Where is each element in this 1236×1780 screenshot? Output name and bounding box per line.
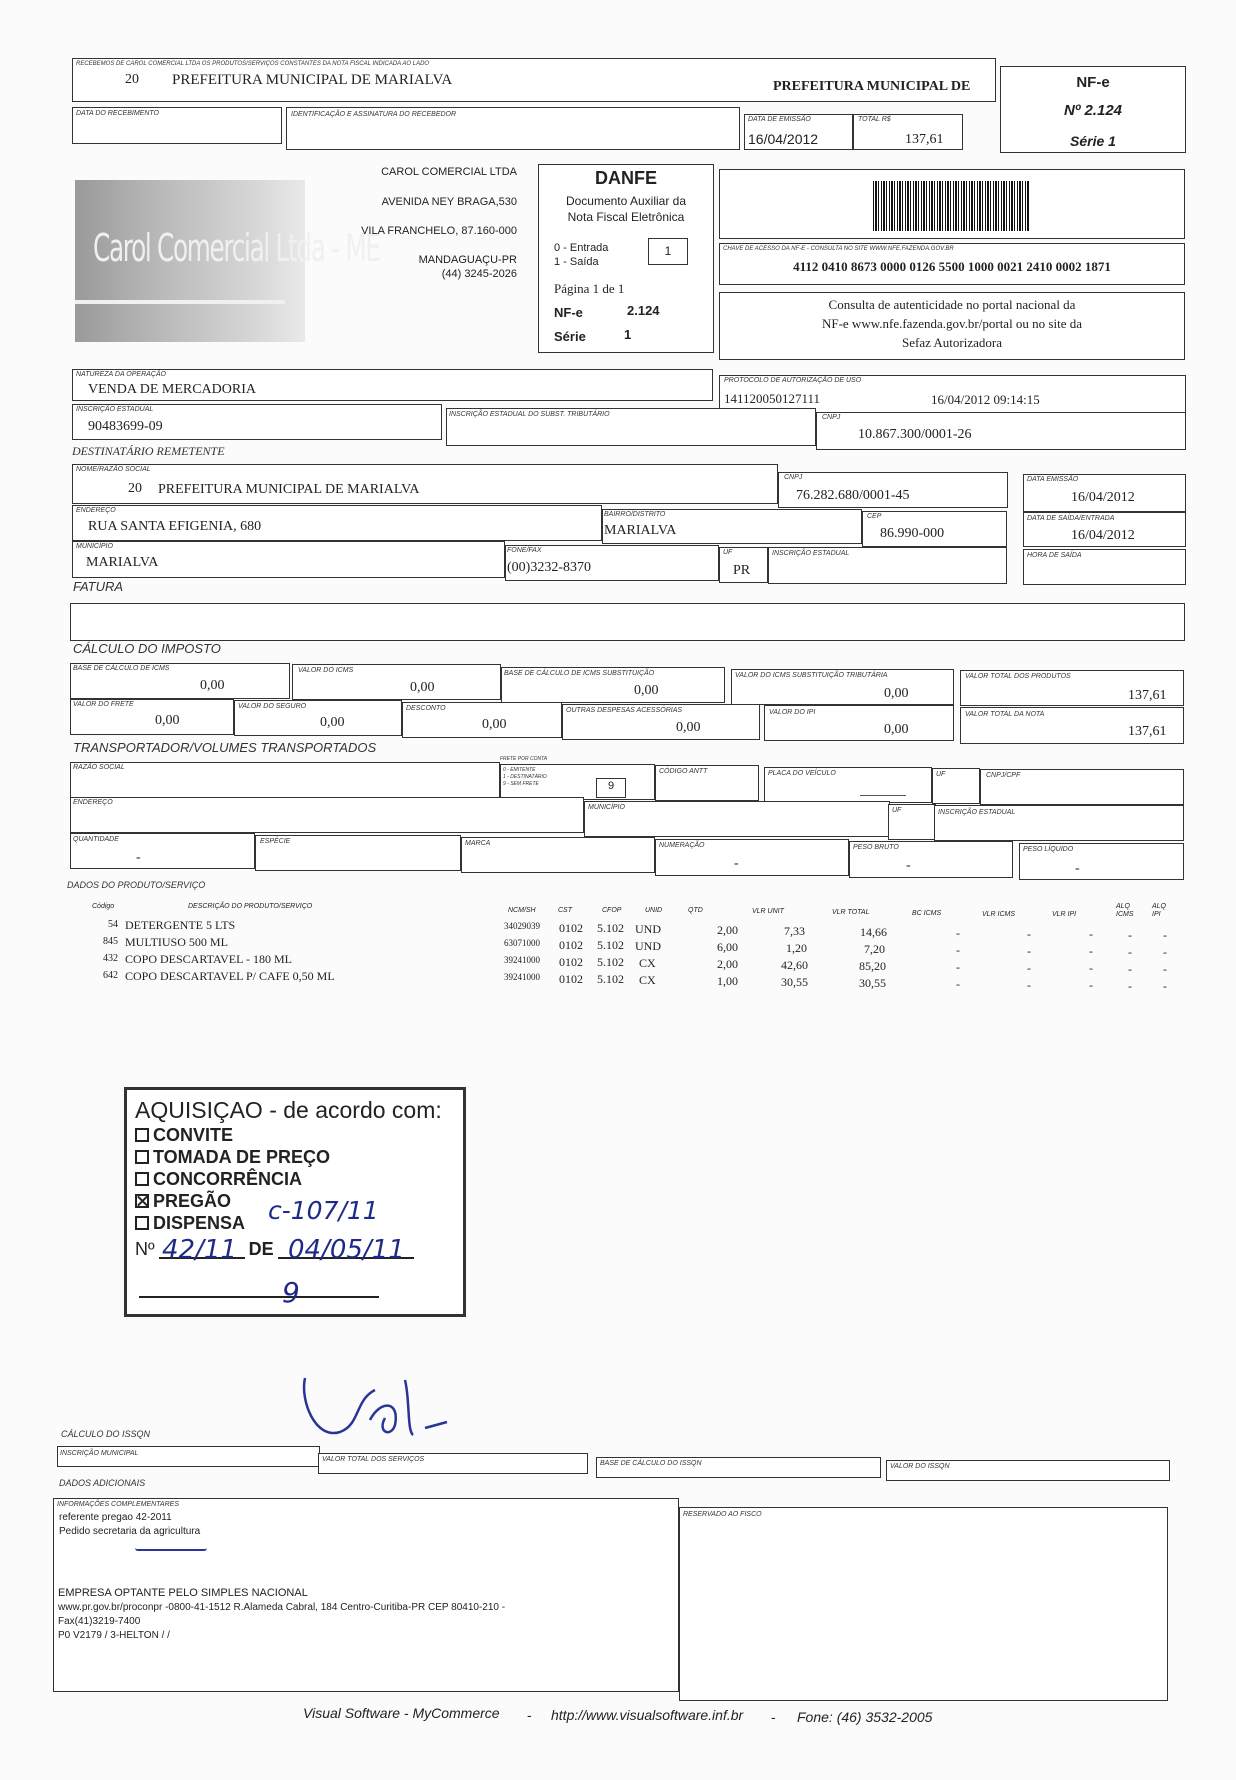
row-bc: - <box>956 943 960 957</box>
emitter-name: CAROL COMERCIAL LTDA <box>381 166 517 178</box>
row-cfop: 5.102 <box>597 972 624 986</box>
row-qtd: 1,00 <box>717 974 738 988</box>
protocolo: 141120050127111 <box>724 391 821 406</box>
footer-software: Visual Software - MyCommerce <box>303 1705 500 1721</box>
data-recebimento-label: DATA DO RECEBIMENTO <box>76 110 159 117</box>
outras-label: OUTRAS DESPESAS ACESSÓRIAS <box>566 707 683 714</box>
dest-municipio-label: MUNICÍPIO <box>76 543 113 550</box>
transp-municipio-box <box>584 801 890 837</box>
col-ncm: NCM/SH <box>508 907 536 914</box>
danfe-subtitle-1: Documento Auxiliar da <box>565 194 687 208</box>
row-alq-ipi: - <box>1163 962 1167 976</box>
col-qtd: QTD <box>688 907 703 914</box>
transport-section: TRANSPORTADOR/VOLUMES TRANSPORTADOS <box>73 740 377 755</box>
ie: 90483699-09 <box>88 419 163 434</box>
ie-st-label: INSCRIÇÃO ESTADUAL DO SUBST. TRIBUTÁRIO <box>449 411 610 418</box>
transp-endereco-box <box>70 797 584 833</box>
natureza-label: NATUREZA DA OPERAÇÃO <box>76 371 166 378</box>
dest-saida: 16/04/2012 <box>1071 528 1135 543</box>
dest-cep: 86.990-000 <box>880 526 945 541</box>
total-nota-label: VALOR TOTAL DA NOTA <box>965 711 1045 718</box>
transp-peso-bruto: - <box>906 858 911 873</box>
row-qtd: 2,00 <box>717 957 738 971</box>
dest-bairro: MARIALVA <box>604 523 677 538</box>
transp-marca-label: MARCA <box>465 840 491 847</box>
total-prod: 137,61 <box>1128 688 1167 703</box>
row-cfop: 5.102 <box>597 921 624 935</box>
row-desc: COPO DESCARTAVEL - 180 ML <box>125 952 292 966</box>
protocolo-label: PROTOCOLO DE AUTORIZAÇÃO DE USO <box>724 377 862 384</box>
col-bc-icms: BC ICMS <box>912 910 942 917</box>
footer-sep-1: - <box>527 1707 532 1723</box>
chave-label: CHAVE DE ACESSO DA NF-E - CONSULTA NO SITE WWW.NFE.FAZENDA.GOV.BR <box>723 246 954 252</box>
dest-emissao: 16/04/2012 <box>1071 490 1135 505</box>
transp-frete-opt-0: 0 - EMITENTE <box>503 767 536 773</box>
dest-cep-label: CEP <box>867 513 882 520</box>
dest-hora-label: HORA DE SAÍDA <box>1027 552 1082 559</box>
row-cod: 642 <box>103 970 118 981</box>
frete: 0,00 <box>155 713 180 728</box>
info-line-1: referente pregao 42-2011 <box>59 1512 172 1523</box>
fatura-box <box>70 603 1185 641</box>
row-desc: DETERGENTE 5 LTS <box>125 918 236 932</box>
row-desc: COPO DESCARTAVEL P/ CAFE 0,50 ML <box>125 969 335 983</box>
adicionais-section: DADOS ADICIONAIS <box>59 1478 146 1488</box>
bc-st: 0,00 <box>634 683 659 698</box>
desconto: 0,00 <box>482 717 507 732</box>
issqn-total-label: VALOR TOTAL DOS SERVIÇOS <box>322 1456 425 1463</box>
transp-peso-liquido: - <box>1075 861 1080 876</box>
icms-st-label: VALOR DO ICMS SUBSTITUIÇÃO TRIBUTÁRIA <box>735 672 888 679</box>
protocolo-data: 16/04/2012 09:14:15 <box>931 392 1040 407</box>
row-unit: 42,60 <box>781 958 808 972</box>
dest-ie-label: INSCRIÇÃO ESTADUAL <box>772 550 850 557</box>
danfe-pagina: Página 1 de 1 <box>554 281 625 296</box>
fisco-box <box>679 1507 1168 1701</box>
stamp-option-label: PREGÃO <box>153 1191 232 1211</box>
checkbox-concorrencia[interactable] <box>135 1172 149 1186</box>
checkbox-convite[interactable] <box>135 1128 149 1142</box>
destinatario-section: DESTINATÁRIO REMETENTE <box>72 444 225 458</box>
row-vipi: - <box>1089 978 1093 992</box>
stamp-option-label: CONCORRÊNCIA <box>153 1169 303 1189</box>
transp-frete-opt-1: 1 - DESTINATÁRIO <box>503 774 547 780</box>
dest-municipio: MARIALVA <box>86 555 159 570</box>
row-total: 7,20 <box>864 942 885 956</box>
row-ncm: 39241000 <box>504 972 540 982</box>
danfe-saida: 1 - Saída <box>554 256 599 268</box>
dest-saida-label: DATA DE SAÍDA/ENTRADA <box>1027 515 1115 522</box>
transp-endereco-label: ENDEREÇO <box>73 799 113 806</box>
nfe-serie: Série 1 <box>1070 133 1116 149</box>
col-alq-ipi: ALQ IPI <box>1152 903 1167 918</box>
row-cfop: 5.102 <box>597 938 624 952</box>
row-un: UND <box>635 939 661 953</box>
company-logo-text: Carol Comercial Ltda - ME <box>93 226 380 270</box>
transp-qtd: - <box>136 850 141 865</box>
desconto-label: DESCONTO <box>406 705 446 712</box>
checkbox-pregao-checked[interactable] <box>135 1194 149 1208</box>
col-vlr-total: VLR TOTAL <box>832 909 870 916</box>
row-cod: 54 <box>108 919 118 930</box>
imposto-section: CÁLCULO DO IMPOSTO <box>73 641 221 656</box>
receipt-emissao-label: DATA DE EMISSÃO <box>748 116 811 123</box>
row-unit: 30,55 <box>781 975 808 989</box>
products-section: DADOS DO PRODUTO/SERVIÇO <box>67 880 206 890</box>
ipi-label: VALOR DO IPI <box>769 709 816 716</box>
row-unit: 7,33 <box>784 924 805 938</box>
stamp-option-tomada <box>135 1146 455 1168</box>
issqn-valor-label: VALOR DO ISSQN <box>890 1463 950 1470</box>
issqn-bc-label: BASE DE CÁLCULO DO ISSQN <box>600 1460 702 1467</box>
dest-endereco: RUA SANTA EFIGENIA, 680 <box>88 519 262 534</box>
hand-date: 04/05/11 <box>288 1235 405 1265</box>
row-cod: 845 <box>103 936 118 947</box>
footer-fone: Fone: (46) 3532-2005 <box>797 1709 933 1725</box>
receipt-name: PREFEITURA MUNICIPAL DE MARIALVA <box>172 72 453 88</box>
natureza: VENDA DE MERCADORIA <box>88 382 256 397</box>
danfe-serie-label: Série <box>554 329 586 344</box>
footer-url[interactable]: http://www.visualsoftware.inf.br <box>551 1707 744 1723</box>
stamp-option-concorrencia <box>135 1168 455 1190</box>
row-alq-icms: - <box>1128 979 1132 993</box>
row-unit: 1,20 <box>786 941 807 955</box>
row-un: CX <box>639 973 656 987</box>
row-ncm: 63071000 <box>504 938 540 948</box>
info-line-2: Pedido secretaria da agricultura <box>59 1526 201 1537</box>
transp-uf-label: UF <box>936 771 946 778</box>
row-total: 30,55 <box>859 976 886 990</box>
seguro-label: VALOR DO SEGURO <box>238 703 307 710</box>
checkbox-tomada[interactable] <box>135 1150 149 1164</box>
nfe-number: Nº 2.124 <box>1063 102 1122 119</box>
bc-icms: 0,00 <box>200 678 225 693</box>
identificacao-label: IDENTIFICAÇÃO E ASSINATURA DO RECEBEDOR <box>291 111 457 118</box>
ipi: 0,00 <box>884 722 909 737</box>
danfe-serie-num: 1 <box>624 327 632 342</box>
danfe-subtitle-2: Nota Fiscal Eletrônica <box>567 210 685 224</box>
hand-bottom-mark: 9 <box>282 1276 300 1309</box>
dest-code: 20 <box>128 481 142 496</box>
stamp-no-label: Nº <box>135 1239 155 1259</box>
info-line-5: Fax(41)3219-7400 <box>58 1616 141 1627</box>
row-cst: 0102 <box>559 955 583 969</box>
danfe-nfe-num: 2.124 <box>627 303 660 318</box>
transp-numeracao: - <box>734 856 739 871</box>
bc-st-label: BASE DE CÁLCULO DE ICMS SUBSTITUIÇÃO <box>504 670 655 677</box>
bc-icms-label: BASE DE CÁLCULO DE ICMS <box>73 665 170 672</box>
col-alq-icms: ALQ ICMS <box>1116 903 1134 918</box>
info-line-4: www.pr.gov.br/proconpr -0800-41-1512 R.Alameda Cabral, 184 Centro-Curitiba-PR CEP 80410-210 - <box>58 1602 506 1613</box>
row-cod: 432 <box>103 953 118 964</box>
checkbox-dispensa[interactable] <box>135 1216 149 1230</box>
row-cst: 0102 <box>559 938 583 952</box>
transp-razao-box <box>70 762 500 798</box>
stamp-title: AQUISIÇAO - de acordo com: <box>135 1097 442 1123</box>
row-alq-ipi: - <box>1163 945 1167 959</box>
receipt-code: 20 <box>125 72 139 87</box>
row-vicms: - <box>1027 978 1031 992</box>
emitter-district: VILA FRANCHELO, 87.160-000 <box>361 225 517 237</box>
row-vicms: - <box>1027 944 1031 958</box>
dest-nome: PREFEITURA MUNICIPAL DE MARIALVA <box>158 482 420 497</box>
row-qtd: 6,00 <box>717 940 738 954</box>
transp-uf2-label: UF <box>892 807 902 814</box>
signature <box>295 1370 465 1445</box>
receipt-right-name: PREFEITURA MUNICIPAL DE <box>773 79 971 94</box>
total-prod-label: VALOR TOTAL DOS PRODUTOS <box>965 673 1071 680</box>
row-alq-icms: - <box>1128 928 1132 942</box>
row-cfop: 5.102 <box>597 955 624 969</box>
transp-placa-label: PLACA DO VEÍCULO <box>768 770 836 777</box>
receipt-label: RECEBEMOS DE CAROL COMERCIAL LTDA OS PRODUTOS/SERVIÇOS CONSTANTES DA NOTA FISCAL INDICADA AO LADO <box>76 61 430 67</box>
receipt-emissao: 16/04/2012 <box>748 131 819 147</box>
transp-cnpj-label: CNPJ/CPF <box>986 772 1021 779</box>
col-unid: UNID <box>645 907 663 914</box>
transp-peso-bruto-label: PESO BRUTO <box>853 844 899 851</box>
row-total: 14,66 <box>860 925 887 939</box>
hand-number: 42/11 <box>162 1235 237 1265</box>
dest-fone: (00)3232-8370 <box>507 560 591 575</box>
emitter-address: AVENIDA NEY BRAGA,530 <box>381 196 517 208</box>
frete-label: VALOR DO FRETE <box>73 701 134 708</box>
row-un: UND <box>635 922 661 936</box>
consulta-2: NF-e www.nfe.fazenda.gov.br/portal ou no site da <box>821 316 1083 331</box>
stamp-option-label: TOMADA DE PREÇO <box>153 1147 331 1167</box>
transp-frete-label: FRETE POR CONTA <box>500 756 548 762</box>
row-alq-icms: - <box>1128 945 1132 959</box>
transp-especie-label: ESPÉCIE <box>260 838 291 845</box>
hand-pregao-number: c-107/11 <box>268 1196 379 1225</box>
emitter-cnpj: 10.867.300/0001-26 <box>858 427 972 442</box>
fisco-label: RESERVADO AO FISCO <box>683 1511 762 1518</box>
row-alq-ipi: - <box>1163 979 1167 993</box>
dest-cnpj: 76.282.680/0001-45 <box>796 488 910 503</box>
row-ncm: 39241000 <box>504 955 540 965</box>
dest-fone-label: FONE/FAX <box>507 547 542 554</box>
row-bc: - <box>956 977 960 991</box>
icms-st: 0,00 <box>884 686 909 701</box>
transp-antt-label: CÓDIGO ANTT <box>659 768 708 775</box>
row-vicms: - <box>1027 927 1031 941</box>
consulta-3: Sefaz Autorizadora <box>902 335 1002 350</box>
danfe-nfe-label: NF-e <box>554 305 583 320</box>
barcode <box>873 181 1030 231</box>
icms-label: VALOR DO ICMS <box>298 667 354 674</box>
emitter-cnpj-label: CNPJ <box>822 414 841 421</box>
receipt-total: 137,61 <box>905 132 944 147</box>
dest-bairro-label: BAIRRO/DISTRITO <box>604 511 666 518</box>
row-cst: 0102 <box>559 972 583 986</box>
fatura-section: FATURA <box>73 579 124 594</box>
row-un: CX <box>639 956 656 970</box>
ie-label: INSCRIÇÃO ESTADUAL <box>76 406 154 413</box>
transp-frete-value: 9 <box>607 780 615 792</box>
col-vlr-unit: VLR UNIT <box>752 908 784 915</box>
chave: 4112 0410 8673 0000 0126 5500 1000 0021 2410 0002 1871 <box>793 259 1111 274</box>
col-vlr-icms: VLR ICMS <box>982 911 1016 918</box>
emitter-city: MANDAGUAÇU-PR <box>418 254 517 266</box>
transp-peso-liquido-label: PESO LÍQUIDO <box>1023 846 1074 853</box>
row-total: 85,20 <box>859 959 886 973</box>
transp-qtd-label: QUANTIDADE <box>73 836 119 843</box>
row-ncm: 34029039 <box>504 921 540 931</box>
transp-frete-opt-2: 9 - SEM FRETE <box>503 781 539 787</box>
row-bc: - <box>956 926 960 940</box>
row-bc: - <box>956 960 960 974</box>
col-vlr-ipi: VLR IPI <box>1052 911 1077 918</box>
seguro: 0,00 <box>320 715 345 730</box>
danfe-tipo: 1 <box>664 244 672 258</box>
consulta-1: Consulta de autenticidade no portal nacional da <box>828 297 1076 312</box>
row-alq-ipi: - <box>1163 928 1167 942</box>
emitter-phone: (44) 3245-2026 <box>441 268 517 280</box>
transp-municipio-label: MUNICÍPIO <box>588 804 625 811</box>
stamp-option-label: DISPENSA <box>153 1213 246 1233</box>
dest-nome-label: NOME/RAZÃO SOCIAL <box>76 466 151 473</box>
outras: 0,00 <box>676 720 701 735</box>
info-line-3: EMPRESA OPTANTE PELO SIMPLES NACIONAL <box>58 1587 308 1599</box>
dest-uf: PR <box>733 563 751 578</box>
dest-emissao-label: DATA EMISSÃO <box>1027 476 1079 483</box>
danfe-title: DANFE <box>595 168 657 188</box>
total-nota: 137,61 <box>1128 724 1167 739</box>
stamp-de-label: DE <box>248 1239 274 1259</box>
row-desc: MULTIUSO 500 ML <box>125 935 228 949</box>
row-qtd: 2,00 <box>717 923 738 937</box>
dest-cnpj-label: CNPJ <box>784 474 803 481</box>
nfe-title: NF-e <box>1076 74 1110 91</box>
row-vipi: - <box>1089 961 1093 975</box>
col-descricao: DESCRIÇÃO DO PRODUTO/SERVIÇO <box>188 903 313 910</box>
company-logo <box>75 180 380 342</box>
dest-uf-label: UF <box>723 549 733 556</box>
footer-sep-2: - <box>771 1709 776 1725</box>
row-vipi: - <box>1089 927 1093 941</box>
transp-numeracao-label: NUMERAÇÃO <box>659 842 705 849</box>
col-cfop: CFOP <box>602 907 622 914</box>
danfe-entrada: 0 - Entrada <box>554 242 609 254</box>
stamp-option-label: CONVITE <box>153 1125 234 1145</box>
row-vipi: - <box>1089 944 1093 958</box>
receipt-total-label: TOTAL R$ <box>858 116 891 123</box>
transp-ie-label: INSCRIÇÃO ESTADUAL <box>938 809 1016 816</box>
row-alq-icms: - <box>1128 962 1132 976</box>
row-vicms: - <box>1027 961 1031 975</box>
icms: 0,00 <box>410 680 435 695</box>
row-cst: 0102 <box>559 921 583 935</box>
info-complementar-label: INFORMAÇÕES COMPLEMENTARES <box>57 1501 179 1508</box>
stamp-option-convite <box>135 1124 455 1146</box>
dest-endereco-label: ENDEREÇO <box>76 507 116 514</box>
transp-razao-label: RAZÃO SOCIAL <box>73 764 125 771</box>
issqn-section: CÁLCULO DO ISSQN <box>61 1429 151 1439</box>
col-codigo: Código <box>92 903 115 910</box>
info-line-6: P0 V2179 / 3-HELTON / / <box>58 1630 170 1641</box>
issqn-im-label: INSCRIÇÃO MUNICIPAL <box>60 1450 139 1457</box>
col-cst: CST <box>558 907 572 914</box>
